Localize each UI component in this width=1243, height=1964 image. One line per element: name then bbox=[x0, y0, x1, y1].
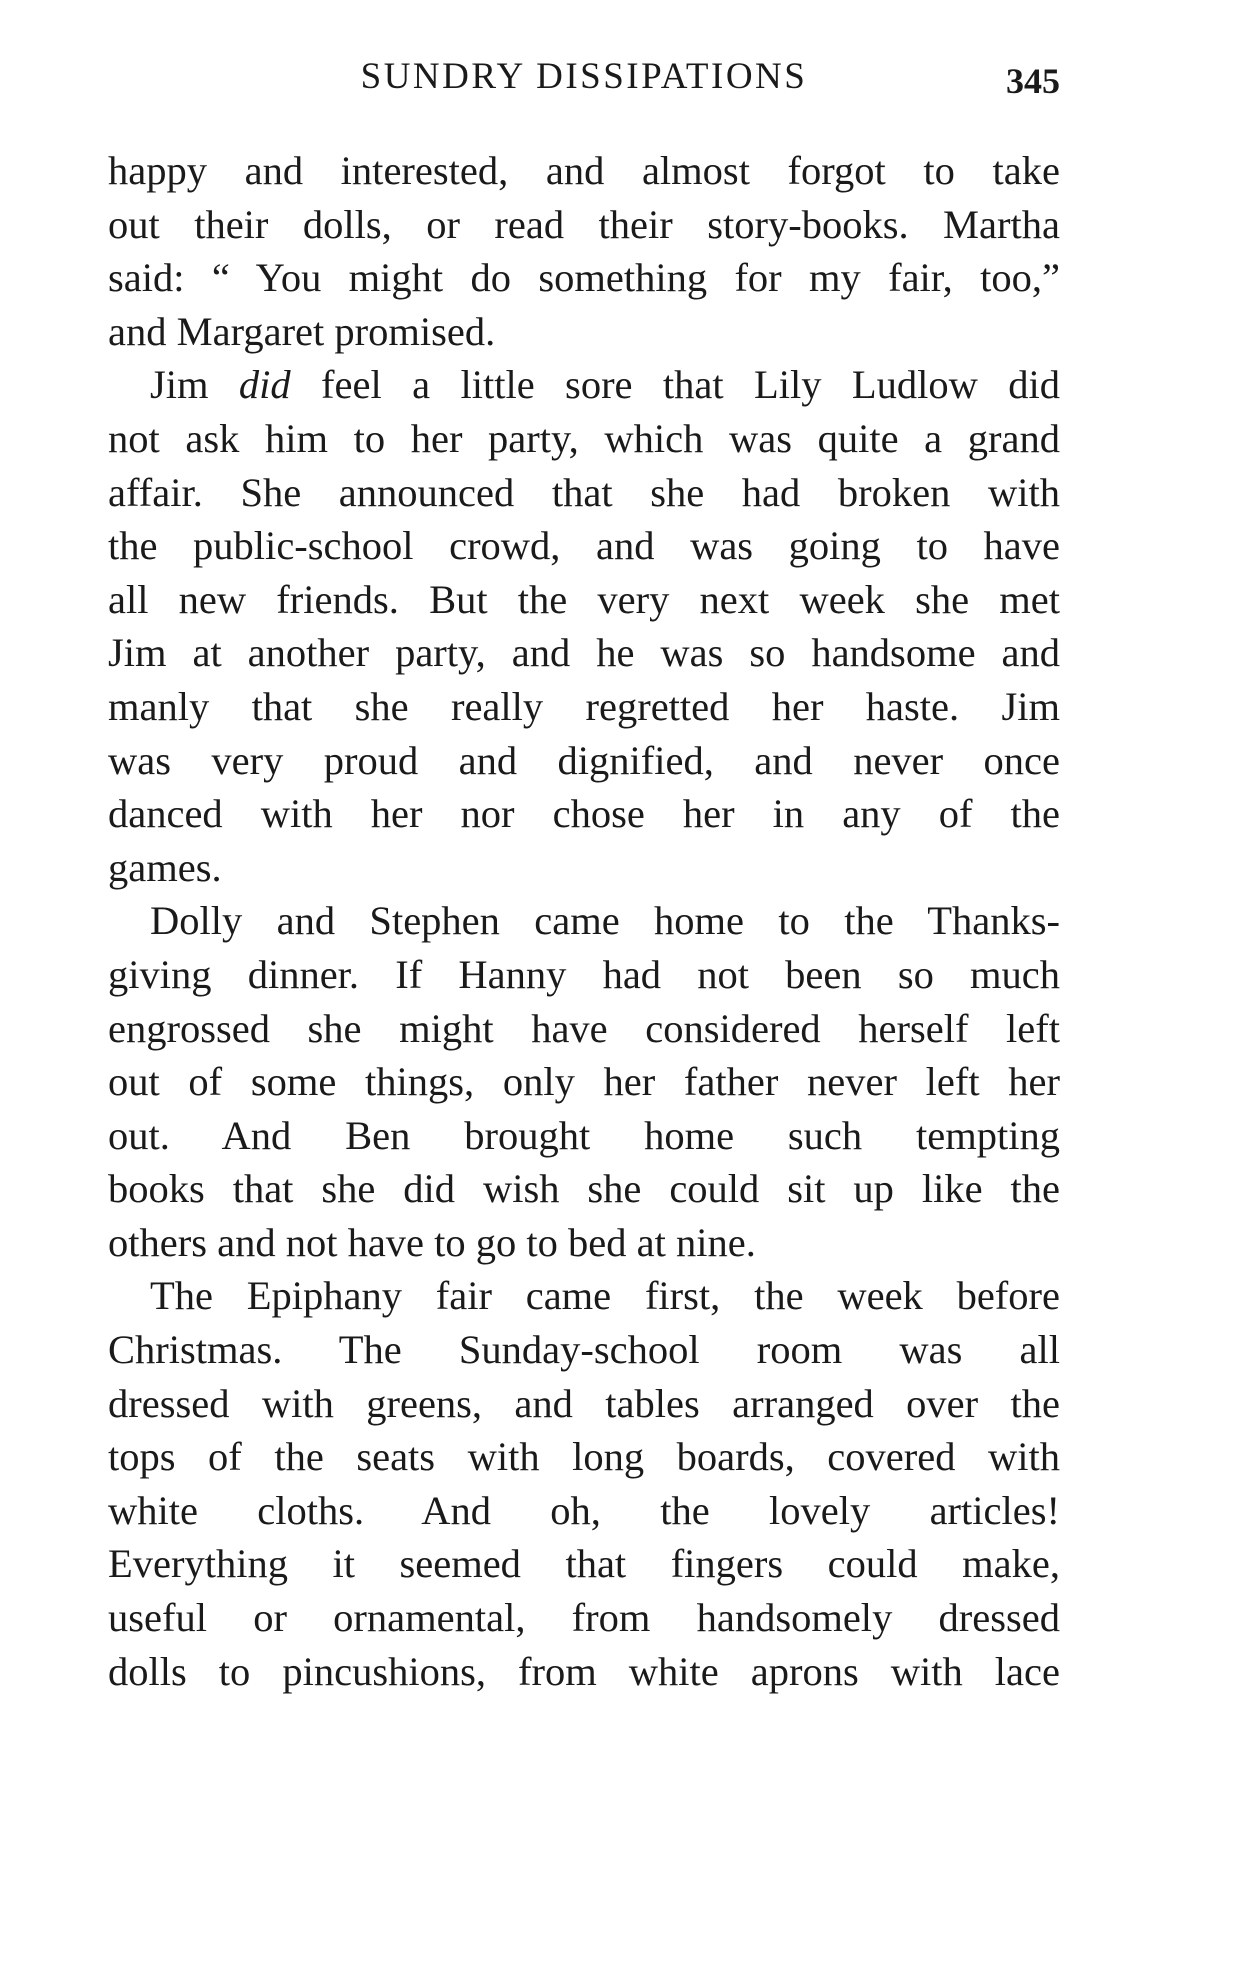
text-line: games. bbox=[108, 844, 222, 890]
text-line: dolls to pincushions, from white aprons with lace bbox=[108, 1648, 1060, 1694]
text-line: out their dolls, or read their story-books. Martha bbox=[108, 201, 1060, 247]
text-line bbox=[108, 358, 1060, 412]
text-line: all new friends. But the very next week she met bbox=[108, 576, 1060, 622]
text-line: affair. She announced that she had broken with bbox=[108, 469, 1060, 515]
body-text bbox=[108, 144, 1060, 1698]
text-line: engrossed she might have considered herself left bbox=[108, 1005, 1060, 1051]
text-line: Everything it seemed that fingers could make, bbox=[108, 1541, 1060, 1587]
text-line: happy and interested, and almost forgot to take bbox=[108, 148, 1060, 193]
italic-emphasis: did bbox=[238, 362, 291, 408]
text-line: out. And Ben brought home such tempting bbox=[108, 1112, 1060, 1158]
text-line: and Margaret promised. bbox=[108, 308, 496, 354]
text-line: danced with her nor chose her in any of the bbox=[108, 791, 1060, 837]
text-line: Christmas. The Sunday-school room was all bbox=[108, 1327, 1060, 1373]
text-line: not ask him to her party, which was quite a grand bbox=[108, 415, 1060, 461]
text-line: said: “ You might do something for my fair, too,” bbox=[108, 255, 1060, 301]
text-line: useful or ornamental, from handsomely dressed bbox=[108, 1595, 1060, 1641]
text-line: books that she did wish she could sit up like the bbox=[108, 1166, 1060, 1212]
paragraph bbox=[108, 358, 1060, 894]
text-line: Jim at another party, and he was so handsome and bbox=[108, 630, 1060, 676]
text-line: The Epiphany fair came first, the week before bbox=[150, 1273, 1060, 1319]
page-number: 345 bbox=[1006, 61, 1060, 101]
paragraph bbox=[108, 1269, 1060, 1698]
text-line: giving dinner. If Hanny had not been so much bbox=[108, 951, 1060, 997]
text-line: out of some things, only her father never left her bbox=[108, 1059, 1060, 1105]
text-line: others and not have to go to bed at nine. bbox=[108, 1219, 756, 1265]
text-line: dressed with greens, and tables arranged over the bbox=[108, 1380, 1060, 1426]
text-run: Jim bbox=[150, 362, 239, 408]
paragraph bbox=[108, 894, 1060, 1269]
text-run: feel a little sore that Lily Ludlow did bbox=[290, 362, 1060, 408]
running-title: SUNDRY DISSIPATIONS bbox=[360, 56, 808, 97]
text-line: white cloths. And oh, the lovely articles! bbox=[108, 1487, 1060, 1533]
running-head bbox=[108, 52, 1060, 102]
text-line: manly that she really regretted her haste. Jim bbox=[108, 683, 1060, 729]
text-line: Dolly and Stephen came home to the Thanks- bbox=[150, 898, 1060, 944]
text-line: tops of the seats with long boards, covered with bbox=[108, 1434, 1060, 1480]
paragraph bbox=[108, 144, 1060, 358]
text-line: was very proud and dignified, and never once bbox=[108, 737, 1060, 783]
text-line: the public-school crowd, and was going to have bbox=[108, 523, 1060, 569]
